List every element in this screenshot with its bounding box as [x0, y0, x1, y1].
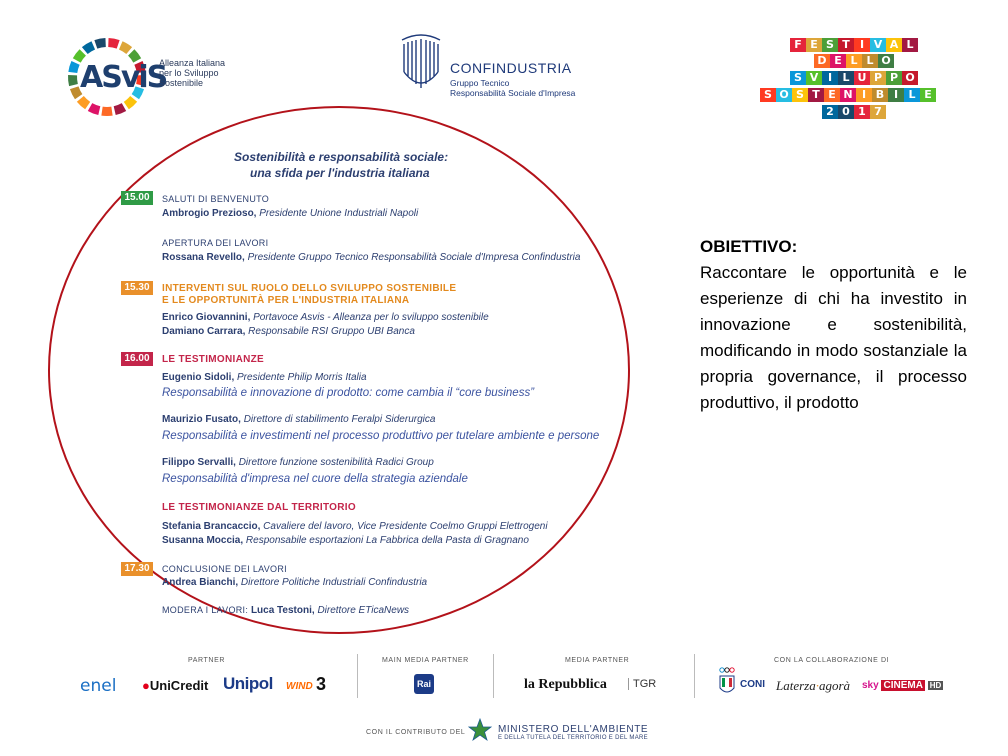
moderator-label: MODERA I LAVORI: [162, 605, 249, 615]
coni-shield-icon [718, 666, 736, 696]
speaker-name: Eugenio Sidoli, [162, 372, 235, 383]
media-label: MEDIA PARTNER [565, 657, 630, 664]
objective-text: Raccontare le opportunità e le esperienze di chi ha investito in innovazione e sostenibilità, modificando in modo sostanziale la propria governance, il processo produttivo, il prodotto [700, 263, 967, 412]
confindustria-line: Gruppo Tecnico [450, 78, 510, 88]
cinema-text: CINEMA [883, 680, 923, 691]
confindustria-line: Responsabilità Sociale d'Impresa [450, 88, 576, 98]
eagle-icon [398, 32, 444, 94]
hd-text: HD [929, 681, 942, 690]
speaker-line [162, 252, 580, 263]
main-media-label: MAIN MEDIA PARTNER [382, 657, 469, 664]
festival-row [790, 38, 918, 52]
festival-letter: O [902, 71, 918, 85]
asvis-line: Alleanza Italiana [159, 58, 226, 68]
speaker-name: Luca Testoni, [250, 605, 315, 616]
festival-letter: I [856, 88, 872, 102]
wind-logo: WIND [286, 681, 313, 692]
festival-letter: N [840, 88, 856, 102]
talk-topic: Responsabilità e investimenti nel processo produttivo per tutelare ambiente e persone [162, 430, 600, 442]
speaker-line [162, 457, 434, 468]
moderator-line [162, 605, 409, 616]
program-title-line: Sostenibilità e responsabilità sociale: [234, 150, 449, 164]
festival-letter: 2 [822, 105, 838, 119]
speaker-name: Rossana Revello, [162, 252, 245, 263]
wheel-segment [68, 75, 78, 86]
speaker-name: Filippo Servalli, [162, 457, 236, 468]
time-badge: 15.00 [121, 191, 153, 205]
festival-letter: S [790, 71, 806, 85]
festival-letter: I [822, 71, 838, 85]
speaker-role: Direttore di stabilimento Feralpi Siderurgica [243, 414, 436, 425]
section-heading: E LE OPPORTUNITÀ PER L'INDUSTRIA ITALIANA [162, 295, 410, 306]
speaker-role: Presidente Philip Morris Italia [237, 372, 367, 383]
speaker-line [162, 208, 418, 219]
tgr-logo: TGR [628, 678, 656, 690]
confindustria-name: CONFINDUSTRIA [450, 60, 572, 76]
festival-letter: T [838, 38, 854, 52]
wheel-segment [124, 96, 137, 109]
ministero-line: E DELLA TUTELA DEL TERRITORIO E DEL MARE [498, 735, 648, 741]
speaker-role: Presidente Unione Industriali Napoli [259, 208, 419, 219]
festival-letter: A [886, 38, 902, 52]
speaker-line [162, 414, 435, 425]
speaker-line [162, 312, 489, 323]
wheel-segment [101, 107, 112, 116]
sky-cinema-logo [862, 680, 943, 691]
asvis-line: per lo Sviluppo [159, 68, 219, 78]
talk-topic: Responsabilità e innovazione di prodotto: come cambia il “core business” [162, 387, 535, 399]
speaker-name: Ambrogio Prezioso, [162, 208, 257, 219]
speaker-name: Maurizio Fusato, [162, 414, 241, 425]
section-heading: SALUTI DI BENVENUTO [162, 194, 270, 204]
highlight-circle [48, 106, 630, 634]
wheel-segment [77, 96, 90, 109]
repubblica-logo: la Repubblica [524, 677, 607, 692]
wheel-segment [108, 38, 119, 49]
confindustria-logo [398, 32, 598, 102]
wheel-segment [88, 103, 101, 115]
laterza-text: Laterza [776, 678, 816, 693]
section-heading: CONCLUSIONE DEI LAVORI [162, 564, 287, 574]
wheel-segment [94, 38, 105, 49]
speaker-name: Enrico Giovannini, [162, 312, 251, 323]
festival-row [814, 54, 894, 68]
festival-letter: O [776, 88, 792, 102]
festival-letter: U [854, 71, 870, 85]
speaker-name: Stefania Brancaccio, [162, 521, 261, 532]
speaker-role: Responsabile esportazioni La Fabbrica della Pasta di Gragnano [245, 535, 529, 546]
speaker-line [162, 326, 415, 337]
festival-letter: B [872, 88, 888, 102]
tre-logo: 3 [316, 674, 327, 694]
star-emblem-icon [468, 718, 492, 744]
festival-letter: 7 [870, 105, 886, 119]
festival-row [822, 105, 886, 119]
asvis-subtitle [159, 58, 225, 88]
speaker-name: Andrea Bianchi, [162, 577, 239, 588]
contributo-label: CON IL CONTRIBUTO DEL [366, 729, 466, 736]
collab-label: CON LA COLLABORAZIONE DI [774, 657, 890, 664]
speaker-role: Cavaliere del lavoro, Vice Presidente Coelmo Gruppi Elettrogeni [263, 521, 548, 532]
speaker-line [162, 577, 427, 588]
festival-letter: E [806, 38, 822, 52]
festival-letter: 0 [838, 105, 854, 119]
speaker-role: Responsabile RSI Gruppo UBI Banca [248, 326, 415, 337]
festival-letter: F [790, 38, 806, 52]
confindustria-subtitle [450, 78, 575, 98]
divider [357, 654, 358, 698]
program-title-line: una sfida per l'industria italiana [250, 166, 430, 180]
speaker-role: Portavoce Asvis - Alleanza per lo sviluppo sostenibile [253, 312, 489, 323]
asvis-logo [66, 36, 236, 118]
section-heading: LE TESTIMONIANZE DAL TERRITORIO [162, 502, 356, 513]
festival-letter: E [824, 88, 840, 102]
divider [493, 654, 494, 698]
festival-letter: O [878, 54, 894, 68]
festival-letter: D [814, 54, 830, 68]
enel-logo: enel [80, 676, 117, 696]
section-heading: LE TESTIMONIANZE [162, 354, 265, 365]
time-badge: 17.30 [121, 562, 153, 576]
wheel-segment [82, 41, 95, 54]
festival-letter: L [904, 88, 920, 102]
asvis-line: Sostenibile [159, 78, 204, 88]
festival-letter: V [870, 38, 886, 52]
festival-letter: L [862, 54, 878, 68]
festival-letter: L [902, 38, 918, 52]
speaker-role: Presidente Gruppo Tecnico Responsabilità Sociale d'Impresa Confindustria [247, 252, 581, 263]
wheel-segment [68, 61, 79, 73]
speaker-role: Direttore Politiche Industriali Confindustria [240, 577, 428, 588]
unipol-logo: Unipol [223, 674, 273, 693]
festival-letter: T [808, 88, 824, 102]
wheel-segment [119, 41, 132, 54]
festival-letter: I [854, 38, 870, 52]
speaker-line [162, 535, 529, 546]
festival-letter: S [822, 38, 838, 52]
speaker-line [162, 521, 548, 532]
section-heading: APERTURA DEI LAVORI [162, 238, 269, 248]
festival-letter: L [846, 54, 862, 68]
festival-letter: S [760, 88, 776, 102]
festival-letter: V [806, 71, 822, 85]
coni-text: CONI [740, 679, 765, 690]
speaker-role: Direttore ETicaNews [317, 605, 410, 616]
festival-row [760, 88, 936, 102]
festival-letter: E [830, 54, 846, 68]
agora-text: agorà [818, 678, 851, 693]
time-badge: 16.00 [121, 352, 153, 366]
partner-label: PARTNER [188, 657, 226, 664]
festival-letter: P [870, 71, 886, 85]
speaker-line [162, 372, 367, 383]
talk-topic: Responsabilità d'impresa nel cuore della strategia aziendale [162, 473, 468, 485]
unicredit-text: UniCredit [149, 678, 209, 693]
festival-letter: S [792, 88, 808, 102]
festival-letter: P [886, 71, 902, 85]
wheel-segment [114, 103, 127, 115]
speaker-role: Direttore funzione sostenibilità Radici Group [238, 457, 434, 468]
speaker-name: Susanna Moccia, [162, 535, 244, 546]
laterza-agora-logo: Laterza·agorà [776, 678, 851, 693]
festival-letter: I [888, 88, 904, 102]
festival-letter: 1 [854, 105, 870, 119]
sky-text: sky [862, 680, 879, 691]
festival-logo [760, 38, 942, 124]
asvis-wordmark: ASviS [80, 60, 167, 95]
festival-letter: L [838, 71, 854, 85]
ministero-line: MINISTERO DELL'AMBIENTE [498, 724, 649, 735]
unicredit-logo: ●UniCredit [142, 678, 209, 693]
divider [694, 654, 695, 698]
time-badge: 15.30 [121, 281, 153, 295]
rai-logo: Rai [414, 674, 434, 694]
objective-block [700, 234, 967, 416]
program-title [234, 149, 448, 181]
festival-letter: E [920, 88, 936, 102]
ministero-name [498, 724, 648, 741]
section-heading: INTERVENTI SUL RUOLO DELLO SVILUPPO SOSTENIBILE [162, 283, 457, 294]
objective-title: OBIETTIVO: [700, 237, 798, 256]
speaker-name: Damiano Carrara, [162, 326, 246, 337]
festival-row [790, 71, 918, 85]
